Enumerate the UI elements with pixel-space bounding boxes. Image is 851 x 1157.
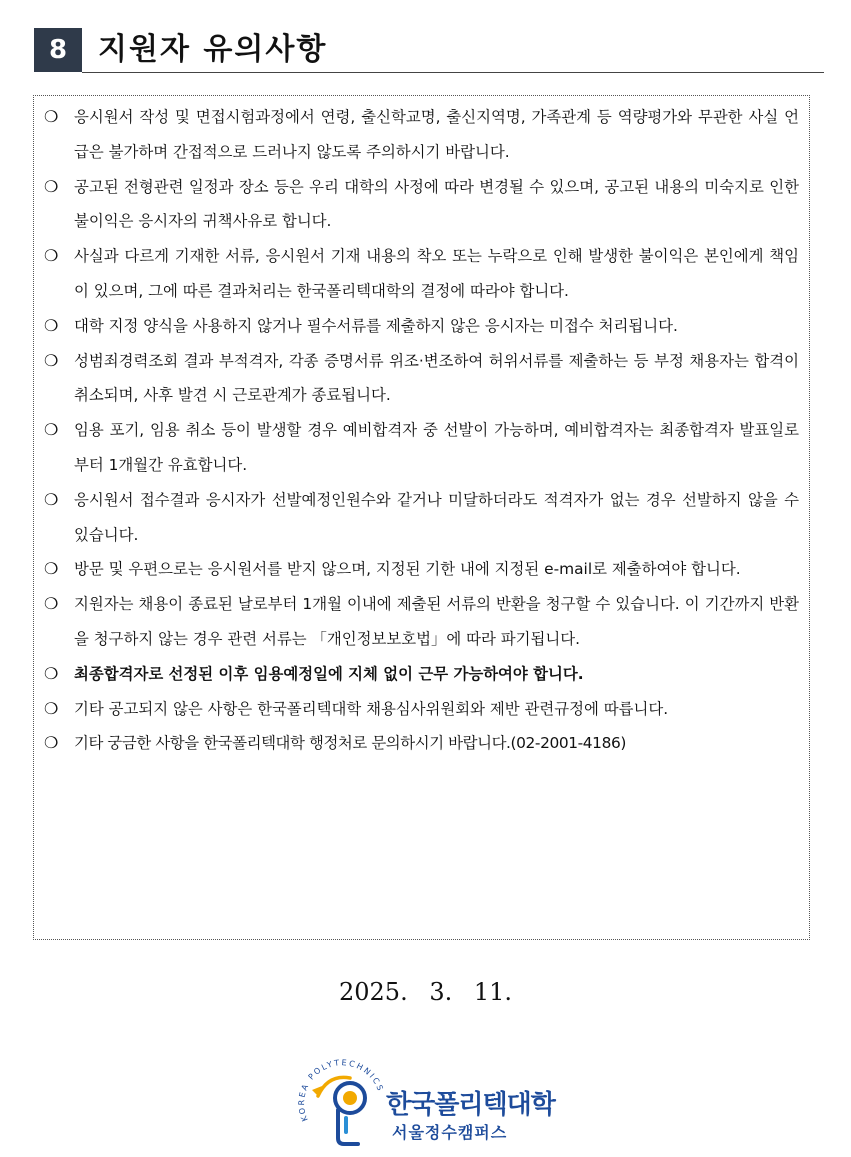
notice-item bbox=[34, 170, 809, 240]
notice-text: 대학 지정 양식을 사용하지 않거나 필수서류를 제출하지 않은 응시자는 미접수 처리됩니다. bbox=[74, 316, 678, 335]
announcement-date: 2025. 3. 11. bbox=[338, 978, 513, 1006]
notice-item bbox=[34, 483, 809, 553]
notice-item bbox=[34, 309, 809, 344]
college-name: 한국폴리텍대학 bbox=[386, 1090, 555, 1120]
campus-name: 서울정수캠퍼스 bbox=[392, 1123, 508, 1142]
section-header bbox=[34, 28, 824, 74]
circle-bullet-icon: ❍ bbox=[44, 663, 59, 683]
notice-text: 기타 공고되지 않은 사항은 한국폴리텍대학 채용심사위원회와 제반 관련규정에 따릅니다. bbox=[74, 699, 669, 718]
notice-text: 사실과 다르게 기재한 서류, 응시원서 기재 내용의 착오 또는 누락으로 인해 발생한 불이익은 본인에게 책임이 있으며, 그에 따른 결과처리는 한국폴리텍대학의 결정에 따라야 합니다. bbox=[74, 247, 799, 300]
notice-text: 방문 및 우편으로는 응시원서를 받지 않으며, 지정된 기한 내에 지정된 e-mail로 제출하여야 합니다. bbox=[74, 560, 741, 579]
notice-item bbox=[34, 239, 809, 309]
section-number: 8 bbox=[34, 28, 82, 72]
notice-item bbox=[34, 692, 809, 727]
section-title: 지원자 유의사항 bbox=[98, 32, 328, 67]
notice-item bbox=[34, 587, 809, 657]
college-logo bbox=[288, 1040, 588, 1150]
notice-text: 기타 궁금한 사항을 한국폴리텍대학 행정처로 문의하시기 바랍니다.(02-2001-4186) bbox=[74, 734, 626, 753]
notice-item bbox=[34, 726, 809, 761]
circle-bullet-icon: ❍ bbox=[44, 733, 58, 753]
notice-item-emphasis bbox=[34, 657, 809, 692]
circle-bullet-icon: ❍ bbox=[44, 107, 59, 126]
notice-text: 응시원서 접수결과 응시자가 선발예정인원수와 같거나 미달하더라도 적격자가 없는 경우 선발하지 않을 수 있습니다. bbox=[74, 490, 799, 544]
notice-text: 공고된 전형관련 일정과 장소 등은 우리 대학의 사정에 따라 변경될 수 있으며, 공고된 내용의 미숙지로 인한 불이익은 응시자의 귀책사유로 합니다. bbox=[74, 177, 799, 231]
notice-item bbox=[34, 552, 809, 587]
notice-text: 성범죄경력조회 결과 부적격자, 각종 증명서류 위조·변조하여 허위서류를 제출하는 등 부정 채용자는 합격이 취소되며, 사후 발견 시 근로관계가 종료됩니다. bbox=[74, 351, 799, 405]
notice-item bbox=[34, 413, 809, 483]
circle-bullet-icon: ❍ bbox=[44, 420, 59, 440]
notice-box bbox=[33, 95, 810, 940]
circle-bullet-icon: ❍ bbox=[44, 489, 59, 509]
header-rule bbox=[82, 72, 824, 73]
circle-bullet-icon: ❍ bbox=[44, 350, 59, 370]
circle-bullet-icon: ❍ bbox=[44, 594, 59, 614]
notice-item bbox=[34, 100, 809, 170]
circle-bullet-icon: ❍ bbox=[44, 559, 59, 579]
svg-text:KOREA POLYTECHNICS: KOREA POLYTECHNICS bbox=[297, 1058, 386, 1123]
notice-text: 지원자는 채용이 종료된 날로부터 1개월 이내에 제출된 서류의 반환을 청구할 수 있습니다. 이 기간까지 반환을 청구하지 않는 경우 관련 서류는 「개인정보보호법」에 따라 파기됩니다. bbox=[74, 595, 799, 648]
circle-bullet-icon: ❍ bbox=[44, 176, 59, 196]
notice-item bbox=[34, 344, 809, 414]
circle-bullet-icon: ❍ bbox=[44, 698, 59, 718]
circle-bullet-icon: ❍ bbox=[44, 315, 59, 335]
polytechnics-emblem-icon bbox=[288, 1040, 388, 1150]
circle-bullet-icon: ❍ bbox=[44, 246, 59, 266]
notice-text: 응시원서 작성 및 면접시험과정에서 연령, 출신학교명, 출신지역명, 가족관계 등 역량평가와 무관한 사실 언급은 불가하며 간접적으로 드러나지 않도록 주의하시기 바랍니다. bbox=[74, 108, 799, 161]
notice-text: 최종합격자로 선정된 이후 임용예정일에 지체 없이 근무 가능하여야 합니다. bbox=[74, 664, 584, 683]
notice-text: 임용 포기, 임용 취소 등이 발생할 경우 예비합격자 중 선발이 가능하며, 예비합격자는 최종합격자 발표일로부터 1개월간 유효합니다. bbox=[74, 421, 799, 474]
